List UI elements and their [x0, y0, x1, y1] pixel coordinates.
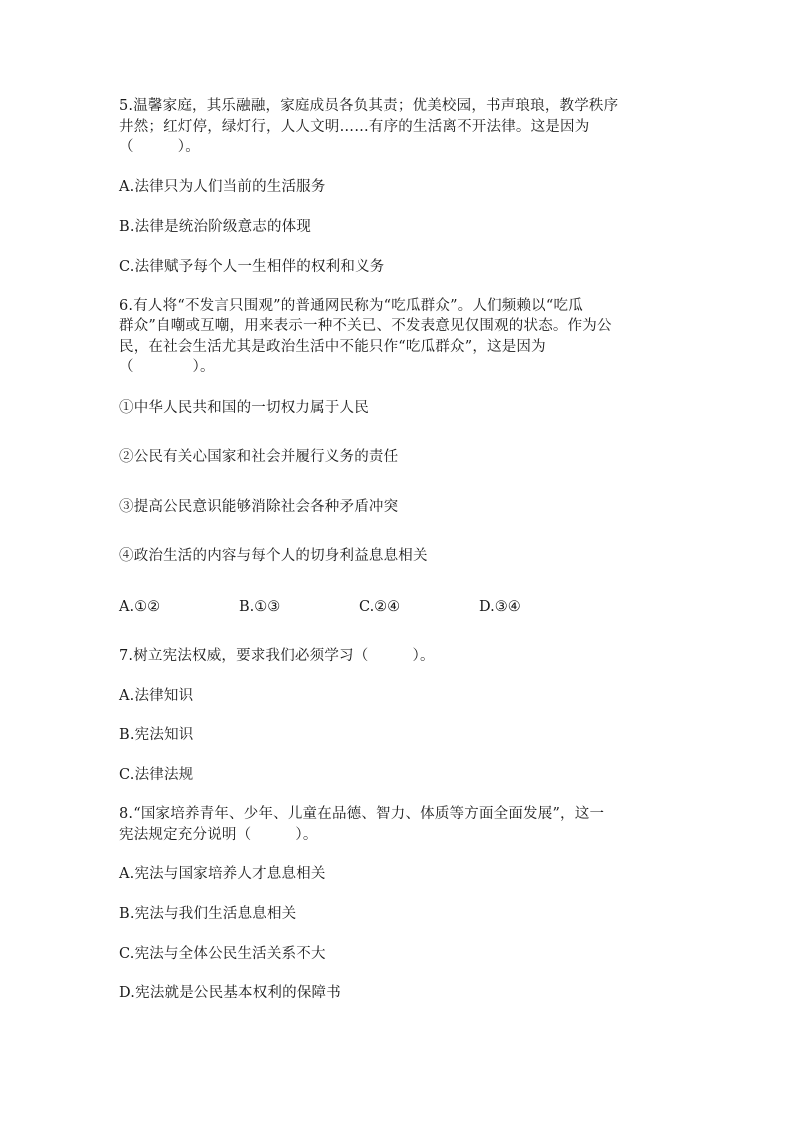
q7-stem: 7.树立宪法权威，要求我们必须学习（ ）。	[119, 648, 435, 664]
q6-statement-2: ②公民有关心国家和社会并履行义务的责任	[119, 449, 399, 465]
q7-option-c: C.法律法规	[119, 767, 194, 783]
q8-stem-line2: 宪法规定充分说明（ ）。	[119, 827, 318, 843]
q6-statement-3: ③提高公民意识能够消除社会各种矛盾冲突	[119, 499, 399, 515]
q6-option-d: D.③④	[479, 599, 521, 615]
q5-stem-line3: （ ）。	[119, 139, 200, 155]
q5-stem-line1: 5.温馨家庭，其乐融融，家庭成员各负其责；优美校园，书声琅琅，教学秩序	[119, 98, 619, 114]
q5-option-a: A.法律只为人们当前的生活服务	[119, 179, 326, 195]
q6-stem-line4: （ ）。	[119, 359, 215, 375]
q6-statement-1: ①中华人民共和国的一切权力属于人民	[119, 400, 369, 416]
q8-stem-line1: 8.“国家培养青年、少年、儿童在品德、智力、体质等方面全面发展”，这一	[119, 806, 605, 822]
q6-option-a: A.①②	[119, 599, 161, 615]
q6-stem-line3: 民，在社会生活尤其是政治生活中不能只作“吃瓜群众”，这是因为	[119, 339, 546, 355]
q5-stem-line2: 井然；红灯停，绿灯行，人人文明……有序的生活离不开法律。这是因为	[119, 119, 590, 135]
q8-option-d: D.宪法就是公民基本权利的保障书	[119, 985, 341, 1001]
q8-option-a: A.宪法与国家培养人才息息相关	[119, 866, 326, 882]
q6-stem-line2: 群众”自嘲或互嘲，用来表示一种不关已、不发表意见仅围观的状态。作为公	[119, 318, 612, 334]
q6-stem-line1: 6.有人将“不发言只围观”的普通网民称为“吃瓜群众”。人们频赖以“吃瓜	[119, 298, 583, 314]
q6-option-c: C.②④	[359, 599, 401, 615]
q6-option-b: B.①③	[239, 599, 281, 615]
q5-option-b: B.法律是统治阶级意志的体现	[119, 219, 312, 235]
q5-option-c: C.法律赋予每个人一生相伴的权利和义务	[119, 259, 385, 275]
q8-option-c: C.宪法与全体公民生活关系不大	[119, 946, 326, 962]
q6-statement-4: ④政治生活的内容与每个人的切身利益息息相关	[119, 548, 428, 564]
q7-option-b: B.宪法知识	[119, 727, 194, 743]
q8-option-b: B.宪法与我们生活息息相关	[119, 906, 297, 922]
q7-option-a: A.法律知识	[119, 688, 194, 704]
q6-options-row	[119, 597, 599, 617]
